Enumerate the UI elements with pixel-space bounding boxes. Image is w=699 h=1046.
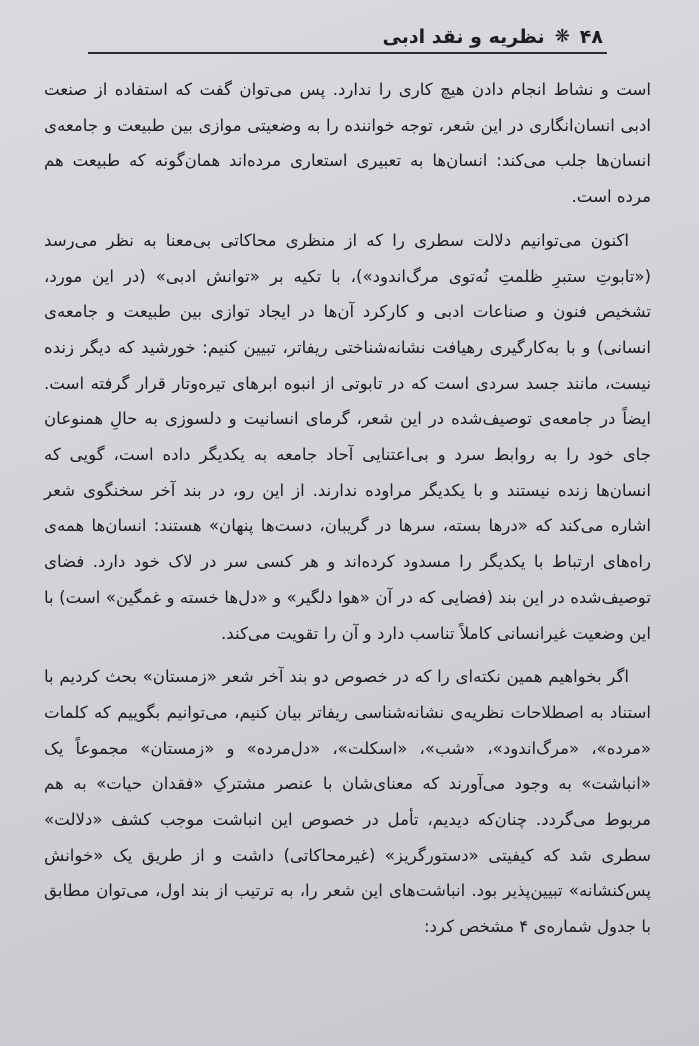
star-ornament-icon: ❋ bbox=[554, 26, 570, 47]
page-body bbox=[44, 62, 651, 945]
paragraph-2: اکنون می‌توانیم دلالت سطری را که از منظری محاکاتی بی‌معنا به نظر می‌رسد («تابوتِ ستبرِ ظلمتِ نُه‌توی مرگ‌اندود»)، با تکیه بر «توانش ادبی» (در این مورد، تشخیص فنون و صناعات ادبی و کارکرد آن‌ها در ایجاد توازی بین طبیعت و جامعه‌ی انسانی) و با به‌کارگیری رهیافت نشانه‌شناختی ریفاتر، تبیین کنیم: خورشید که دیگر زنده نیست، مانند جسد سردی است که در تابوتی از انبوه ابرهای تیره‌وتار قرار گرفته است. ایضاً در جامعه‌ی توصیف‌شده در این شعر، گرمای انسانیت و دلسوزی به حالِ همنوعان جای خود را به روابط سرد و بی‌اعتنایی آحاد جامعه به یکدیگر داده است، گویی که انسان‌ها زنده نیستند و با یکدیگر مراوده ندارند. از این رو، در بند آخر سخنگوی شعر اشاره می‌کند که «درها بسته، سرها در گریبان، دست‌ها پنهان» هستند: انسان‌ها همه‌ی راه‌های ارتباط با یکدیگر را مسدود کرده‌اند و هر کسی سر در لاک خود دارد. فضای توصیف‌شده در این بند (فضایی که در آن «هوا دلگیر» و «دل‌ها خسته و غمگین» است) با این وضعیت غیرانسانی کاملاً تناسب دارد و آن را تقویت می‌کند. bbox=[44, 230, 651, 643]
running-title: نظریه و نقد ادبی bbox=[382, 26, 545, 48]
paragraph-1: است و نشاط انجام دادن هیچ کاری را ندارد. پس می‌توان گفت که استفاده از صنعت ادبی انسان‌انگاری در این شعر، توجه خواننده را به وضعیتی موازی بین طبیعت و جامعه‌ی انسان‌ها جلب می‌کند: انسان‌ها به تعبیری استعاری مرده‌اند همان‌گونه که طبیعت هم مرده است. bbox=[44, 80, 651, 207]
page-number: ۴۸ bbox=[579, 26, 603, 48]
header-inner bbox=[383, 26, 603, 48]
paragraph-3: اگر بخواهیم همین نکته‌ای را که در خصوص دو بند آخر شعر «زمستان» بحث کردیم با استناد به اصطلاحات نظریه‌ی نشانه‌شناسی ریفاتر بیان کنیم، می‌توانیم بگوییم که کلمات «مرده»، «مرگ‌اندود»، «شب»، «اسکلت»، «دل‌مرده» و «زمستان» مجموعاً یک «انباشت» به وجود می‌آورند که معنای‌شان با عنصر مشترکِ «فقدان حیات» به هم مربوط می‌گردد. چنان‌که دیدیم، تأمل در خصوص این انباشت موجب کشف «دلالت» سطری شد که کیفیتی «دستورگریز» (غیرمحاکاتی) داشت و از طریق یک «خوانش پس‌کنشانه» تبیین‌پذیر بود. انباشت‌های این شعر را، به ترتیب از بند اول، می‌توان مطابق با جدول شماره‌ی ۴ مشخص کرد: bbox=[44, 667, 651, 937]
header-rule bbox=[88, 52, 607, 54]
running-header bbox=[44, 0, 651, 62]
